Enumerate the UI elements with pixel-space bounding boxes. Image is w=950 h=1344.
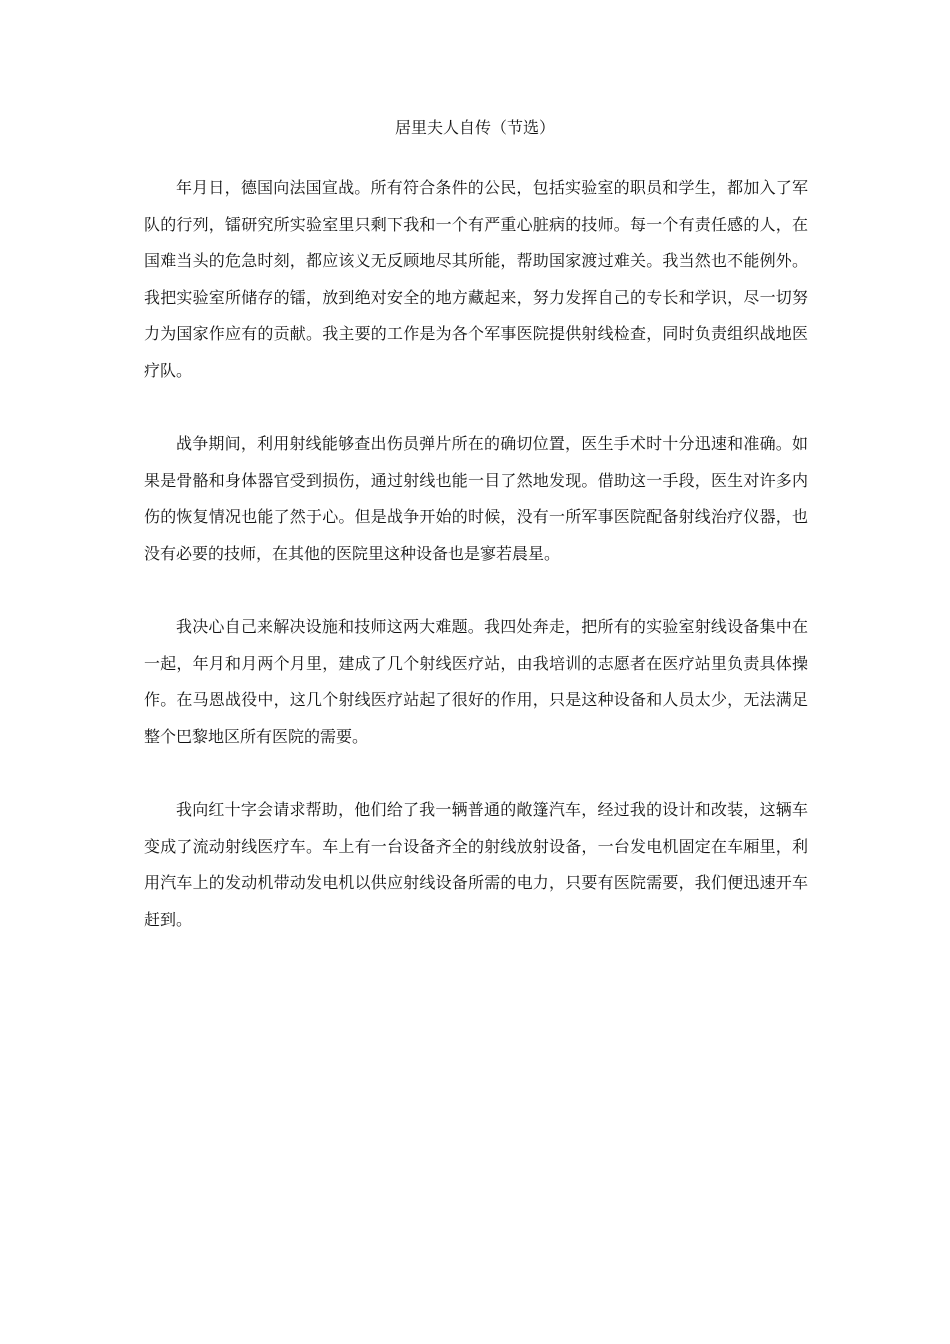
paragraph-3: 我决心自己来解决设施和技师这两大难题。我四处奔走，把所有的实验室射线设备集中在一起，年月和月两个月里，建成了几个射线医疗站，由我培训的志愿者在医疗站里负责具体操作。在马恩战役中，这几个射线医疗站起了很好的作用，只是这种设备和人员太少，无法满足整个巴黎地区所有医院的需要。 bbox=[144, 617, 808, 746]
document-body bbox=[144, 170, 808, 975]
paragraph-1: 年月日，德国向法国宣战。所有符合条件的公民，包括实验室的职员和学生，都加入了军队的行列，镭研究所实验室里只剩下我和一个有严重心脏病的技师。每一个有责任感的人，在国难当头的危急时刻，都应该义无反顾地尽其所能，帮助国家渡过难关。我当然也不能例外。我把实验室所储存的镭，放到绝对安全的地方藏起来，努力发挥自己的专长和学识，尽一切努力为国家作应有的贡献。我主要的工作是为各个军事医院提供射线检查，同时负责组织战地医疗队。 bbox=[144, 178, 808, 380]
paragraph-2: 战争期间，利用射线能够查出伤员弹片所在的确切位置，医生手术时十分迅速和准确。如果是骨骼和身体器官受到损伤，通过射线也能一目了然地发现。借助这一手段，医生对许多内伤的恢复情况也能了然于心。但是战争开始的时候，没有一所军事医院配备射线治疗仪器，也没有必要的技师，在其他的医院里这种设备也是寥若晨星。 bbox=[144, 434, 808, 563]
paragraph-4: 我向红十字会请求帮助，他们给了我一辆普通的敞篷汽车，经过我的设计和改装，这辆车变成了流动射线医疗车。车上有一台设备齐全的射线放射设备，一台发电机固定在车厢里，利用汽车上的发动机带动发电机以供应射线设备所需的电力，只要有医院需要，我们便迅速开车赶到。 bbox=[144, 800, 808, 929]
document-title: 居里夫人自传（节选） bbox=[394, 118, 555, 137]
